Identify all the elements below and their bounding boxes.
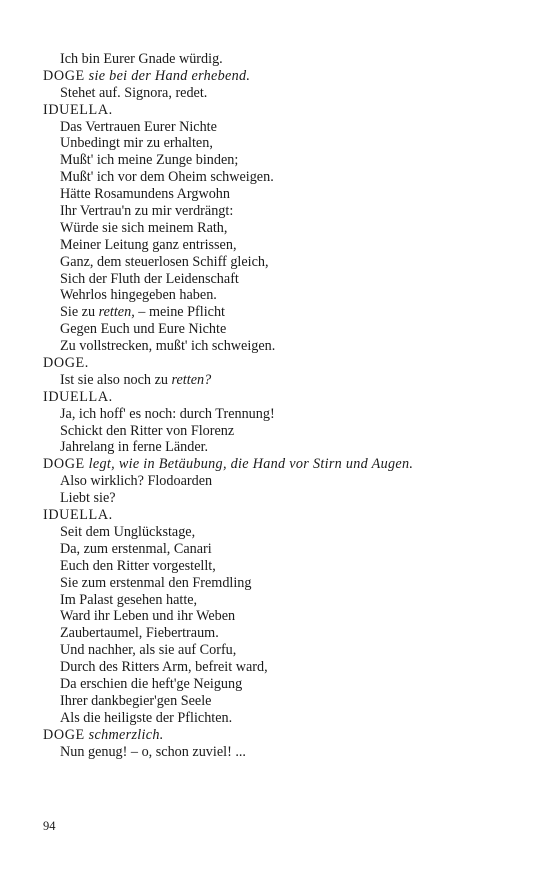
emphasis-text: retten?: [171, 371, 212, 388]
speaker-line: [43, 102, 523, 119]
speaker-name: DOGE: [43, 67, 85, 84]
verse-line: Hätte Rosamundens Argwohn: [60, 186, 230, 203]
page-number: 94: [43, 819, 56, 833]
verse-text: – meine Pflicht: [134, 304, 225, 321]
verse-line: Unbedingt mir zu erhalten,: [60, 135, 213, 152]
speaker-line: [43, 456, 523, 473]
speaker-name: IDUELLA.: [43, 507, 113, 524]
verse-line: Und nachher, als sie auf Corfu,: [60, 642, 237, 659]
speaker-name: IDUELLA.: [43, 101, 113, 118]
verse-line: [43, 304, 523, 321]
speaker-line: [43, 68, 523, 85]
verse-line: Meiner Leitung ganz entrissen,: [60, 236, 237, 253]
verse-text: Ist sie also noch zu: [60, 371, 172, 388]
verse-line: Würde sie sich meinem Rath,: [60, 219, 228, 236]
verse-line: Jahrelang in ferne Länder.: [60, 439, 209, 456]
speaker-line: [43, 507, 523, 524]
verse-line: Ganz, dem steuerlosen Schiff gleich,: [60, 253, 269, 270]
verse-line: Zaubertaumel, Fiebertraum.: [60, 625, 219, 642]
verse-line: Mußt' ich vor dem Oheim schweigen.: [60, 169, 274, 186]
verse-line: Da erschien die heft'ge Neigung: [60, 675, 243, 692]
speaker-line: [43, 389, 523, 406]
verse-line: Sie zum erstenmal den Fremdling: [60, 574, 252, 591]
verse-line: Ihr Vertrau'n zu mir verdrängt:: [60, 203, 234, 220]
speaker-line: [43, 727, 523, 744]
verse-line: Da, zum erstenmal, Canari: [60, 540, 212, 557]
verse-line: [43, 372, 523, 389]
verse-line: Ward ihr Leben und ihr Weben: [60, 608, 236, 625]
verse-line: Liebt sie?: [60, 490, 116, 507]
verse-line: Stehet auf. Signora, redet.: [60, 84, 208, 101]
verse-line: Ja, ich hoff' es noch: durch Trennung!: [60, 405, 275, 422]
verse-line: Seit dem Unglückstage,: [60, 523, 196, 540]
verse-line: Als die heiligste der Pflichten.: [60, 709, 233, 726]
verse-line: Ich bin Eurer Gnade würdig.: [60, 51, 223, 67]
verse-line: Zu vollstrecken, mußt' ich schweigen.: [60, 338, 276, 355]
speaker-name: IDUELLA.: [43, 388, 113, 405]
verse-line: Euch den Ritter vorgestellt,: [60, 557, 216, 574]
speaker-name: DOGE: [43, 726, 85, 743]
verse-line: Das Vertrauen Eurer Nichte: [60, 118, 217, 135]
speaker-line: [43, 355, 523, 372]
verse-line: Ihrer dankbegier'gen Seele: [60, 692, 212, 709]
text-page: [43, 51, 523, 760]
stage-direction: schmerzlich.: [88, 726, 164, 743]
verse-line: Schickt den Ritter von Florenz: [60, 422, 235, 439]
stage-direction: legt, wie in Betäubung, die Hand vor Stirn und Augen.: [88, 456, 414, 473]
verse-line: Gegen Euch und Eure Nichte: [60, 321, 227, 338]
speaker-name: DOGE: [43, 456, 85, 473]
verse-line: Wehrlos hingegeben haben.: [60, 287, 217, 304]
stage-direction: sie bei der Hand erhebend.: [88, 67, 251, 84]
verse-line: Sich der Fluth der Leidenschaft: [60, 270, 239, 287]
verse-line: Nun genug! – o, schon zuviel! ...: [60, 743, 246, 760]
emphasis-text: retten,: [98, 304, 135, 321]
verse-text: Sie zu: [60, 304, 99, 321]
verse-line: Im Palast gesehen hatte,: [60, 591, 198, 608]
verse-line: Mußt' ich meine Zunge binden;: [60, 152, 239, 169]
verse-line: Also wirklich? Flodoarden: [60, 473, 213, 490]
speaker-name: DOGE.: [43, 355, 89, 372]
verse-line: Durch des Ritters Arm, befreit ward,: [60, 659, 268, 676]
